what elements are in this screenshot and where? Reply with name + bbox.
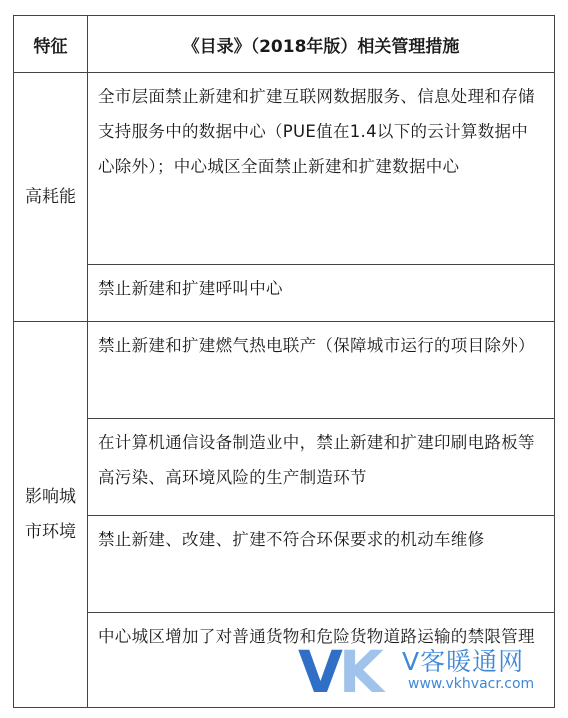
- feature-city-environment: [14, 322, 88, 708]
- measure-cell: 在计算机通信设备制造业中，禁止新建和扩建印刷电路板等高污染、高环境风险的生产制造环节: [88, 419, 555, 516]
- measure-cell: 禁止新建和扩建呼叫中心: [88, 265, 555, 322]
- table-header-row: [14, 16, 555, 73]
- measure-cell: 中心城区增加了对普通货物和危险货物道路运输的禁限管理: [88, 613, 555, 708]
- watermark-url: www.vkhvacr.com: [408, 676, 535, 692]
- table-row: [14, 516, 555, 613]
- measure-cell: 禁止新建和扩建燃气热电联产（保障城市运行的项目除外）: [88, 322, 555, 419]
- table-row: [14, 73, 555, 265]
- table-row: [14, 419, 555, 516]
- watermark-brand: V客暖通网: [402, 647, 525, 676]
- measure-cell: 禁止新建、改建、扩建不符合环保要求的机动车维修: [88, 516, 555, 613]
- table-row: [14, 265, 555, 322]
- table-row: [14, 613, 555, 708]
- table-row: [14, 322, 555, 419]
- header-measures: 《目录》（2018年版）相关管理措施: [88, 16, 555, 73]
- feature-high-energy: 高耗能: [14, 73, 88, 322]
- feature-city-environment-label: 影响城市环境: [25, 486, 76, 542]
- vk-logo-text: VK: [298, 640, 380, 698]
- policy-table: [13, 15, 555, 708]
- header-feature: 特征: [14, 16, 88, 73]
- measure-cell: 全市层面禁止新建和扩建互联网数据服务、信息处理和存储支持服务中的数据中心（PUE值在1.4以下的云计算数据中心除外）；中心城区全面禁止新建和扩建数据中心: [88, 73, 555, 265]
